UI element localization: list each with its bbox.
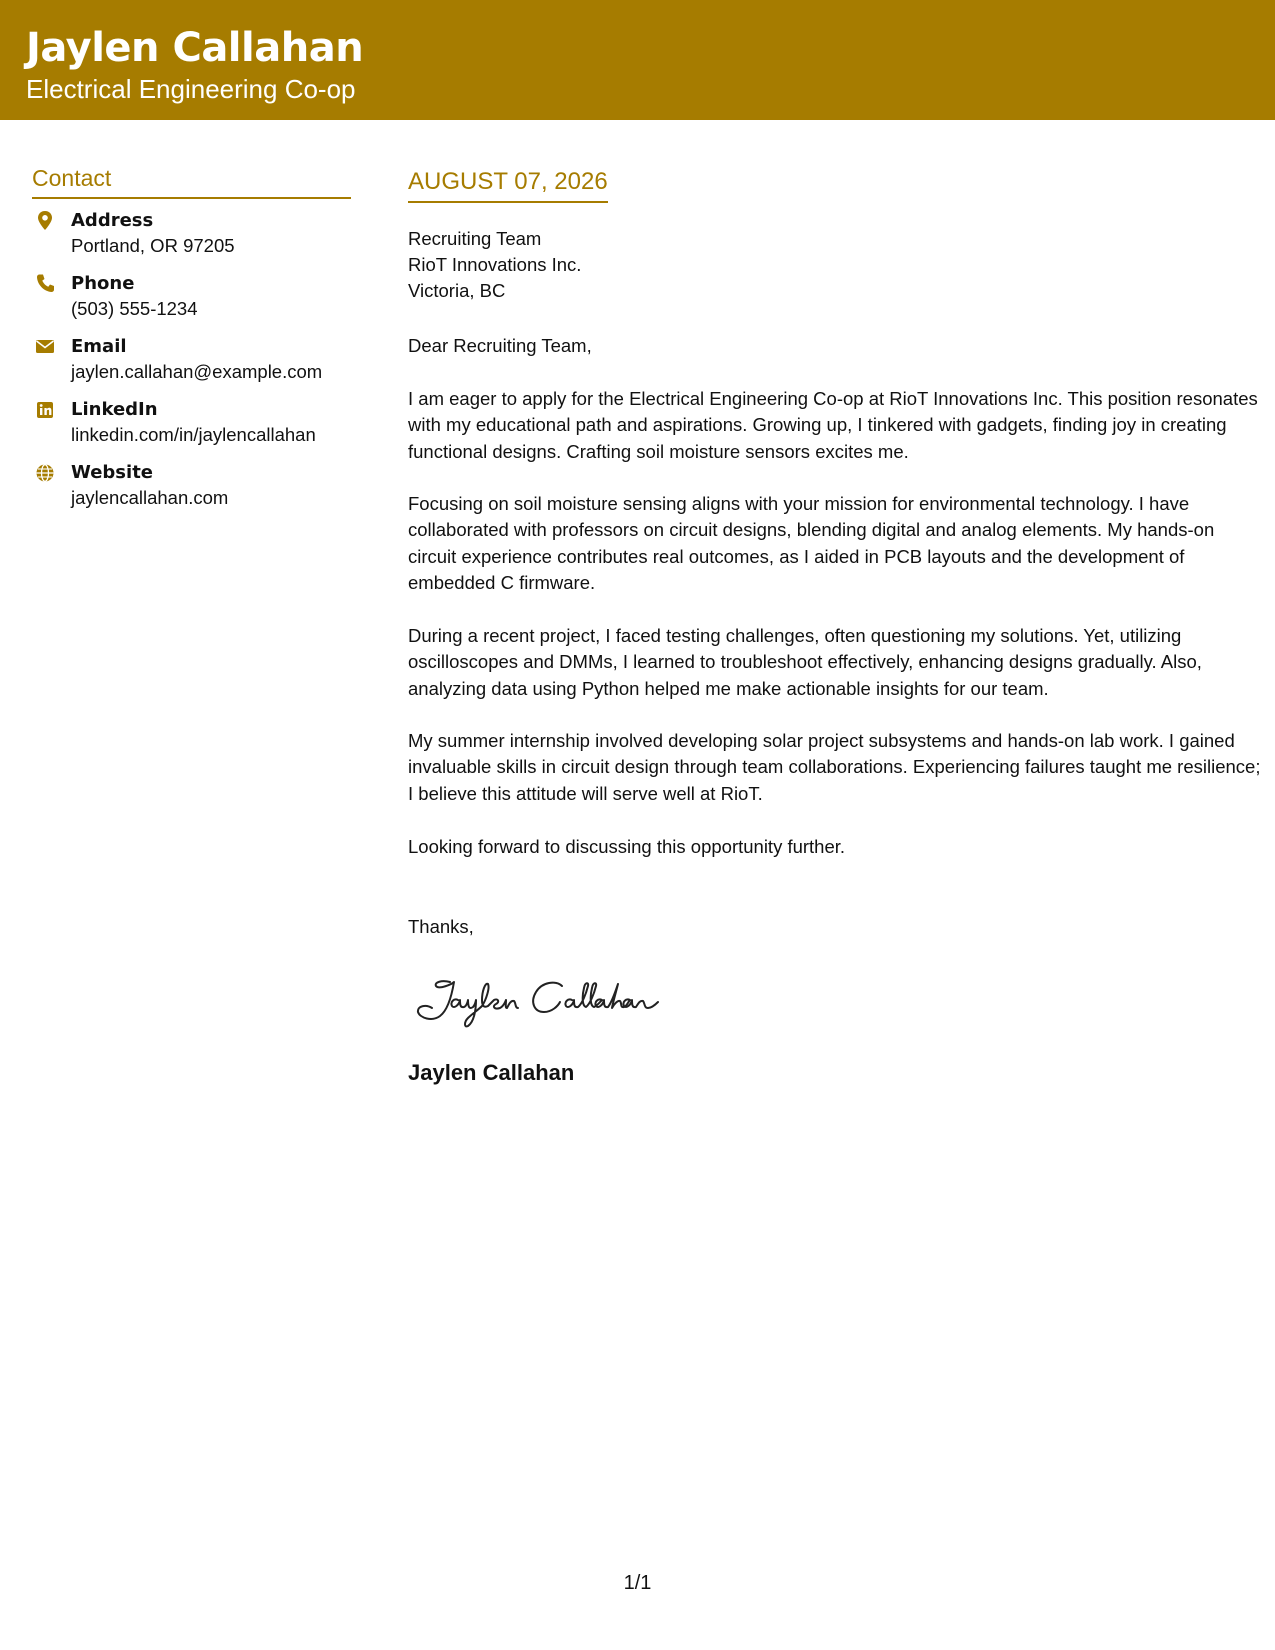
contact-item-address — [32, 210, 352, 262]
website-value: jaylencallahan.com — [71, 487, 229, 508]
address-value: Portland, OR 97205 — [71, 235, 235, 256]
contact-label: Email — [71, 336, 127, 357]
contact-label: Website — [71, 462, 154, 483]
salutation: Dear Recruiting Team, — [408, 335, 592, 356]
letter-date: AUGUST 07, 2026 — [408, 166, 608, 203]
contact-label: Phone — [71, 273, 135, 294]
letter-paragraph: Focusing on soil moisture sensing aligns with your mission for environmental technology. I have collaborated with professors on circuit designs, blending digital and analog elements. My hands-on circuit experience contributes real outcomes, as I aided in PCB layouts and the development of embedded C firmware. — [408, 493, 1215, 593]
phone-icon — [35, 273, 55, 295]
applicant-role: Electrical Engineering Co-op — [26, 74, 356, 104]
linkedin-value: linkedin.com/in/jaylencallahan — [71, 424, 316, 445]
page-number: 1/1 — [623, 1572, 652, 1594]
recipient-line: Recruiting Team — [408, 228, 542, 249]
signature-image — [412, 970, 672, 1030]
linkedin-icon — [35, 399, 55, 421]
header-banner — [0, 0, 1275, 120]
globe-icon — [35, 462, 55, 484]
letter-paragraph: Looking forward to discussing this opportunity further. — [408, 836, 846, 857]
email-value: jaylen.callahan@example.com — [71, 361, 323, 382]
applicant-name: Jaylen Callahan — [26, 25, 364, 71]
closing: Thanks, — [408, 916, 474, 937]
map-pin-icon — [35, 210, 55, 232]
contact-item-linkedin — [32, 399, 352, 451]
phone-value: (503) 555-1234 — [71, 298, 198, 319]
contact-label: LinkedIn — [71, 399, 158, 420]
envelope-icon — [35, 336, 55, 358]
contact-section-title: Contact — [32, 163, 351, 199]
contact-item-email — [32, 336, 352, 388]
letter-paragraph: During a recent project, I faced testing challenges, often questioning my solutions. Yet, utilizing oscilloscopes and DMMs, I learned to troubleshoot effectively, enhancing designs gradually. Also, analyzing data using Python helped me make actionable insights for our team. — [408, 625, 1202, 699]
recipient-line: Victoria, BC — [408, 280, 506, 301]
letter-paragraph: I am eager to apply for the Electrical Engineering Co-op at RioT Innovations Inc. This position resonates with my educational path and aspirations. Growing up, I tinkered with gadgets, finding joy in creating functional designs. Crafting soil moisture sensors excites me. — [408, 388, 1258, 462]
recipient-line: RioT Innovations Inc. — [408, 254, 582, 275]
contact-item-phone — [32, 273, 352, 325]
signed-name: Jaylen Callahan — [408, 1060, 575, 1085]
letter-paragraph: My summer internship involved developing solar project subsystems and hands-on lab work. I gained invaluable skills in circuit design through team collaborations. Experiencing failures taught me resilience; I believe this attitude will serve well at RioT. — [408, 730, 1261, 804]
contact-item-website — [32, 462, 352, 514]
contact-label: Address — [71, 210, 154, 231]
